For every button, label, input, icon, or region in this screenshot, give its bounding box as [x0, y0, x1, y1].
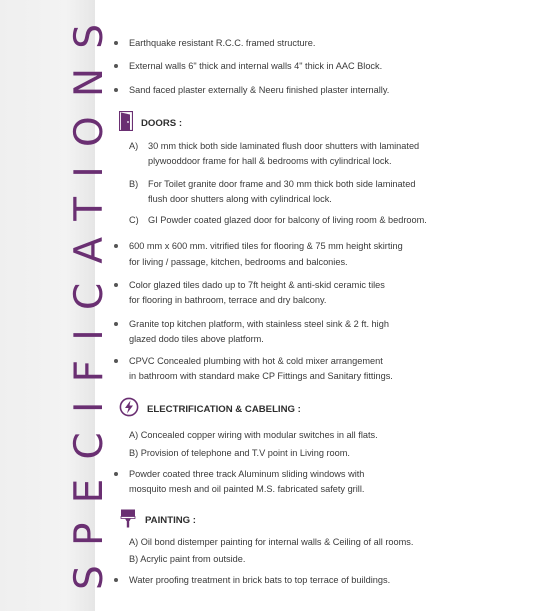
bullet-dot [114, 64, 118, 68]
paint-brush-icon [119, 508, 137, 534]
bullet-dot [114, 244, 118, 248]
lightning-icon [119, 397, 139, 423]
doors-heading: DOORS : [119, 111, 182, 137]
bullet-dot [114, 322, 118, 326]
painting-item-a: A) Oil bond distemper painting for internal walls & Ceiling of all rooms. [129, 537, 414, 547]
side-title: SPECIFICATIONS [67, 4, 112, 590]
bullet-dot [114, 41, 118, 45]
painting-item-b: B) Acrylic paint from outside. [129, 554, 246, 564]
bullet-dot [114, 283, 118, 287]
specifications-content: Earthquake resistant R.C.C. framed structure. External walls 6" thick and internal walls 4" thick in AAC Block. Sand faced plaster externally & Neeru finished plaster internally. DOORS : A) 30 mm thick both side laminated flush door shutters with laminated plywooddoor frame for hall & bedrooms with cylindrical lock. B) For Toilet granite door frame and 30 mm thick both side laminated flush door shutters along with cylindrical lock. C) GI Powder coated glazed door for balcony of living room & bedroom. 600 mm x 600 mm. vitrified tiles for flooring & 75 mm height skirting for living / passage, kitchen, bedrooms and balconies. Color glazed tiles dado up to 7ft height & anti-skid ceramic tiles for flooring in bathroom, terrace and dry balcony. Granite top kitchen platform, with stainless steel sink & 2 ft. high glazed dodo tiles above platform. CPVC Concealed plumbing with hot & cold mixer arrangement in bathroom with standard make CP Fittings and Sanitary fittings. ELECTRIFICATION & CABELING : A) Concealed copper wiring with modular switches in all flats. B) Provision of telephone and T.V point in Living room. Powder coated three track Aluminum sliding windows with mosquito mesh and oil painted M.S. fabricated safety grill. PAINTING : A) Oil bond distemper painting for internal walls & Ceiling of all rooms. B) Acrylic paint from outside. Water proofing treatment in brick bats to top terrace of buildings. [112, 0, 548, 611]
bullet-dot [114, 472, 118, 476]
bullet-dot [114, 359, 118, 363]
electrification-item-b: B) Provision of telephone and T.V point in Living room. [129, 448, 350, 458]
side-panel [0, 0, 112, 611]
painting-heading: PAINTING : [119, 508, 196, 534]
bullet-dot [114, 88, 118, 92]
electrification-heading: ELECTRIFICATION & CABELING : [119, 397, 301, 423]
bullet-dot [114, 578, 118, 582]
door-icon [119, 111, 133, 137]
electrification-item-a: A) Concealed copper wiring with modular switches in all flats. [129, 430, 378, 440]
